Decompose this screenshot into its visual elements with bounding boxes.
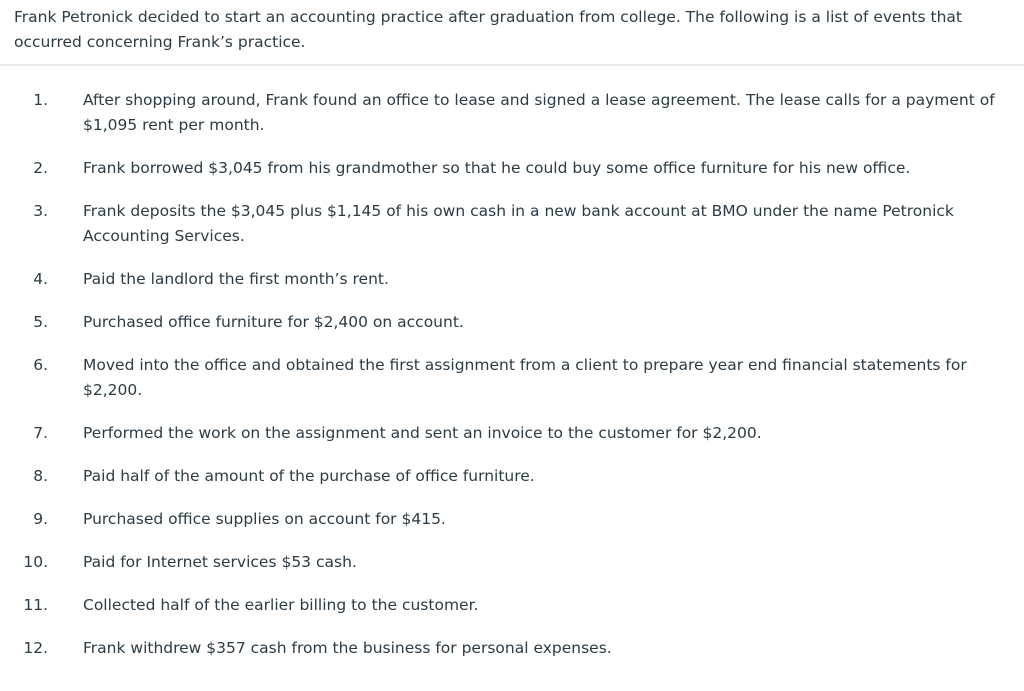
event-text: Frank borrowed $3,045 from his grandmother so that he could buy some office furniture for his new office. xyxy=(83,159,911,177)
event-item xyxy=(0,636,1024,661)
event-item xyxy=(0,267,1024,292)
event-item xyxy=(0,421,1024,446)
event-number: 7. xyxy=(33,424,48,442)
event-text: Paid for Internet services $53 cash. xyxy=(83,553,357,571)
event-number: 4. xyxy=(33,270,48,288)
event-number: 1. xyxy=(33,91,48,109)
intro-paragraph: Frank Petronick decided to start an accounting practice after graduation from college. The following is a list of events that occurred concerning Frank’s practice. xyxy=(14,8,962,51)
event-item xyxy=(0,156,1024,181)
event-number: 2. xyxy=(33,159,48,177)
event-text: Purchased office furniture for $2,400 on account. xyxy=(83,313,464,331)
event-item xyxy=(0,353,1024,403)
event-number: 10. xyxy=(23,553,48,571)
event-text: Performed the work on the assignment and sent an invoice to the customer for $2,200. xyxy=(83,424,762,442)
event-text: After shopping around, Frank found an office to lease and signed a lease agreement. The lease calls for a payment of $1,095 rent per month. xyxy=(83,91,995,134)
event-item xyxy=(0,199,1024,249)
event-number: 11. xyxy=(23,596,48,614)
event-text: Frank withdrew $357 cash from the business for personal expenses. xyxy=(83,639,612,657)
event-text: Moved into the office and obtained the first assignment from a client to prepare year end financial statements for $2,200. xyxy=(83,356,967,399)
event-number: 12. xyxy=(23,639,48,657)
section-divider xyxy=(0,64,1024,66)
event-text: Paid the landlord the first month’s rent. xyxy=(83,270,389,288)
event-text: Purchased office supplies on account for $415. xyxy=(83,510,446,528)
event-text: Frank deposits the $3,045 plus $1,145 of his own cash in a new bank account at BMO under the name Petronick Accounting Services. xyxy=(83,202,954,245)
event-item xyxy=(0,310,1024,335)
event-item xyxy=(0,593,1024,618)
event-text: Collected half of the earlier billing to the customer. xyxy=(83,596,479,614)
event-number: 6. xyxy=(33,356,48,374)
event-item xyxy=(0,550,1024,575)
event-item xyxy=(0,507,1024,532)
event-number: 9. xyxy=(33,510,48,528)
event-item xyxy=(0,464,1024,489)
event-number: 3. xyxy=(33,202,48,220)
event-number: 8. xyxy=(33,467,48,485)
event-list xyxy=(0,88,1024,679)
event-text: Paid half of the amount of the purchase of office furniture. xyxy=(83,467,535,485)
event-number: 5. xyxy=(33,313,48,331)
event-item xyxy=(0,88,1024,138)
